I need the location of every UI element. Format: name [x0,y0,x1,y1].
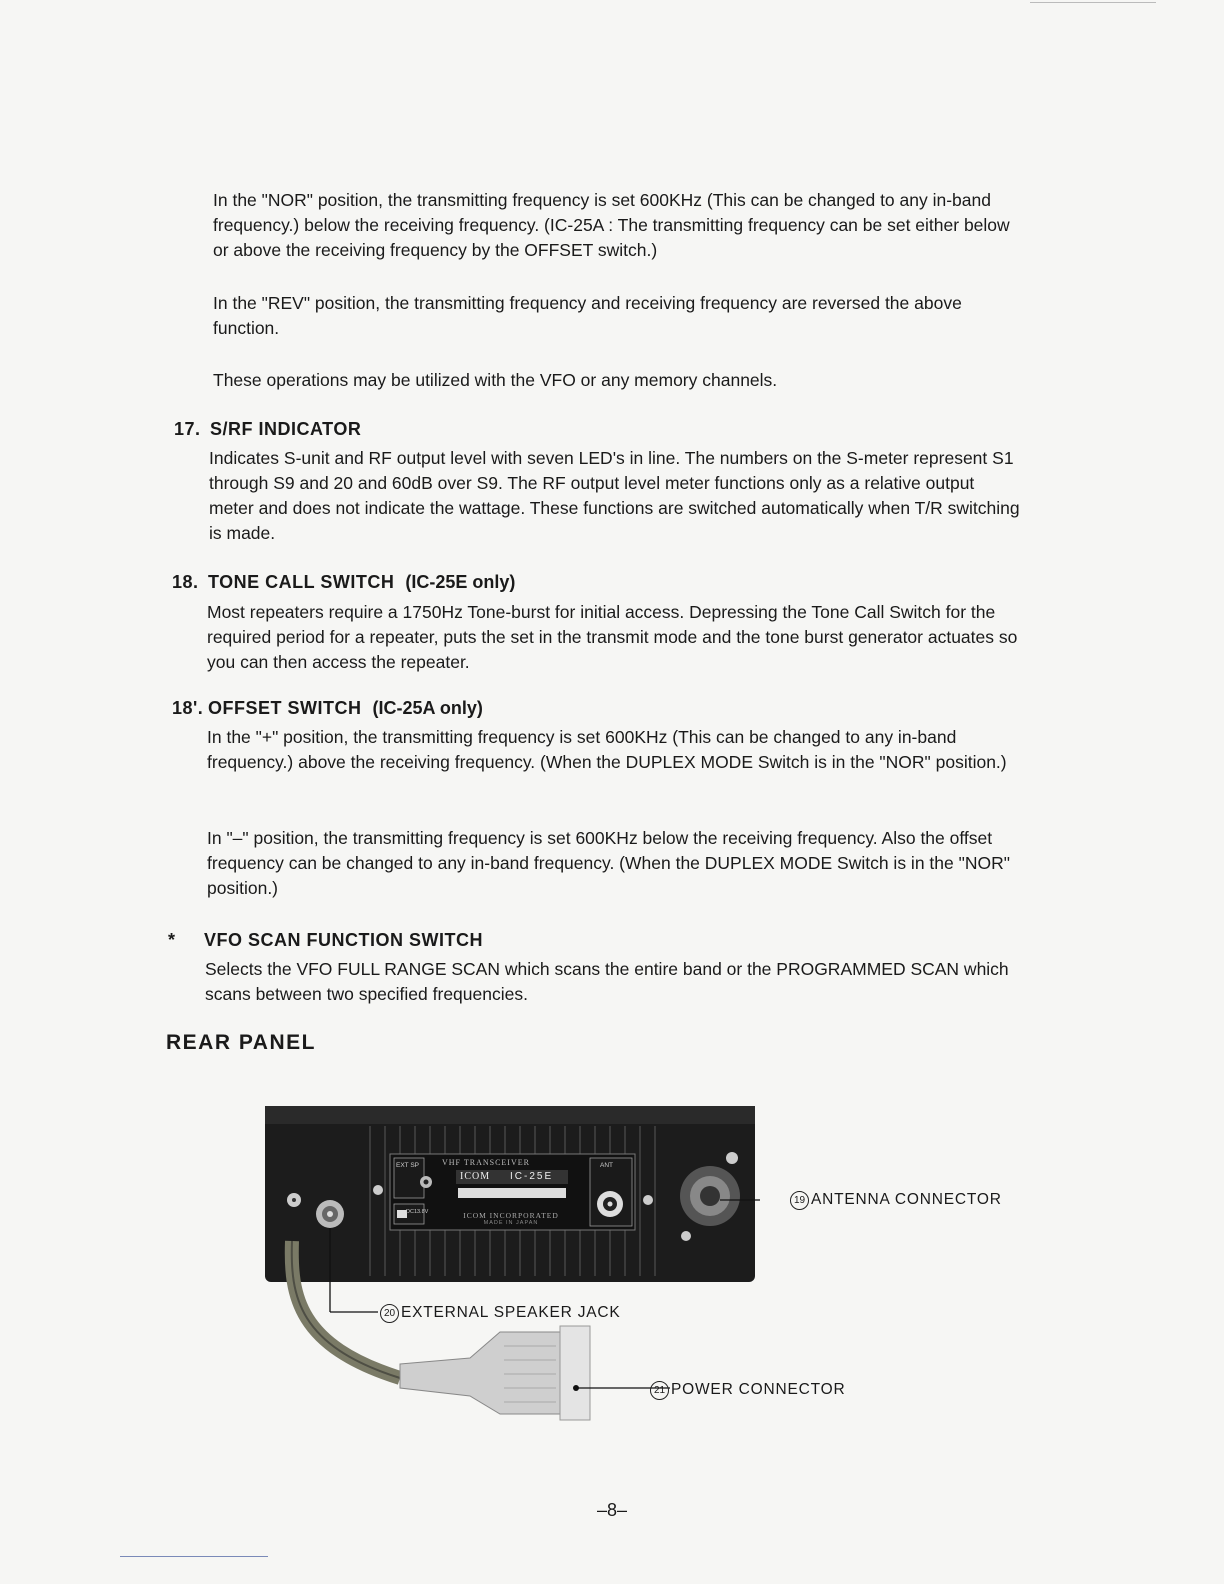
item-body-17: Indicates S-unit and RF output level with seven LED's in line. The numbers on the S-meter represent S1 through S9 and 20 and 60dB over S9. The RF output level meter functions only as a relative output meter and does not indicate the wattage. These functions are switched automatically when T/R switching is made. [209,448,1020,543]
panel-model-label: IC-25E [510,1171,554,1182]
callout-label: ANTENNA CONNECTOR [811,1191,1002,1208]
callout-number: 21 [650,1381,669,1400]
item-number: 17. [174,419,201,439]
callout-number: 19 [790,1191,809,1210]
panel-maker-label: ICOM INCORPORATED [463,1211,559,1220]
rear-panel-title: REAR PANEL [166,1031,316,1054]
item-number: 18'. [172,698,204,718]
item-title: VFO SCAN FUNCTION SWITCH [204,930,483,950]
callout-label: EXTERNAL SPEAKER JACK [401,1304,621,1321]
scan-edge-rule [1030,2,1156,3]
item-heading-18 [172,572,515,593]
item-heading-17 [174,419,361,440]
callout-number: 20 [380,1304,399,1323]
item-body-18-prime: In the "+" position, the transmitting frequency is set 600KHz (This can be changed to any in-band frequency.) above the receiving frequency. (When the DUPLEX MODE Switch is in the "NOR" position.) [207,727,1007,772]
item-body-18: Most repeaters require a 1750Hz Tone-burst for initial access. Depressing the Tone Call Switch for the required period for a repeater, puts the set in the transmit mode and the tone burst generator actuates so you can then access the repeater. [207,602,1018,672]
item-suffix: (IC-25E only) [405,572,516,592]
callout-label: POWER CONNECTOR [671,1381,846,1398]
item-heading-18-prime [172,698,483,719]
page-number: –8– [596,1500,628,1520]
panel-made-in-label: MADE IN JAPAN [483,1220,539,1226]
radio-rear-panel-drawing [260,1096,760,1426]
item-title: S/RF INDICATOR [210,419,362,439]
item-title: TONE CALL SWITCH [208,572,395,592]
callout-antenna-connector [790,1191,1002,1210]
nor-position-paragraph: In the "NOR" position, the transmitting frequency is set 600KHz (This can be changed to any in-band frequency.) below the receiving frequency. (IC-25A : The transmitting frequency can be set either below or above the receiving frequency by the OFFSET switch.) [213,190,1010,260]
item-body-vfo-scan: Selects the VFO FULL RANGE SCAN which scans the entire band or the PROGRAMMED SCAN which scans between two specified frequencies. [205,959,1009,1004]
panel-transceiver-label: VHF TRANSCEIVER [442,1158,530,1167]
item-suffix: (IC-25A only) [372,698,483,718]
callout-power-connector [650,1381,845,1400]
item-heading-vfo-scan [168,930,483,951]
panel-dc-label: DC13.8V [406,1209,429,1215]
callout-external-speaker-jack [380,1304,621,1323]
panel-ant-label: ANT [600,1162,613,1169]
panel-brand-logo: ICOM [460,1171,491,1182]
item-body-18-prime-2: In "–" position, the transmitting frequency is set 600KHz below the receiving frequency. Also the offset frequency can be changed to any in-band frequency. (When the DUPLEX MODE Switch is in the "NOR" position.) [207,828,1010,898]
item-number: * [168,930,176,950]
rev-position-paragraph: In the "REV" position, the transmitting frequency and receiving frequency are reversed the above function. [213,293,962,338]
item-number: 18. [172,572,199,592]
item-title: OFFSET SWITCH [208,698,362,718]
panel-ext-sp-label: EXT SP [396,1162,420,1169]
operations-note: These operations may be utilized with the VFO or any memory channels. [213,370,778,390]
scan-edge-rule-bottom [120,1556,268,1557]
